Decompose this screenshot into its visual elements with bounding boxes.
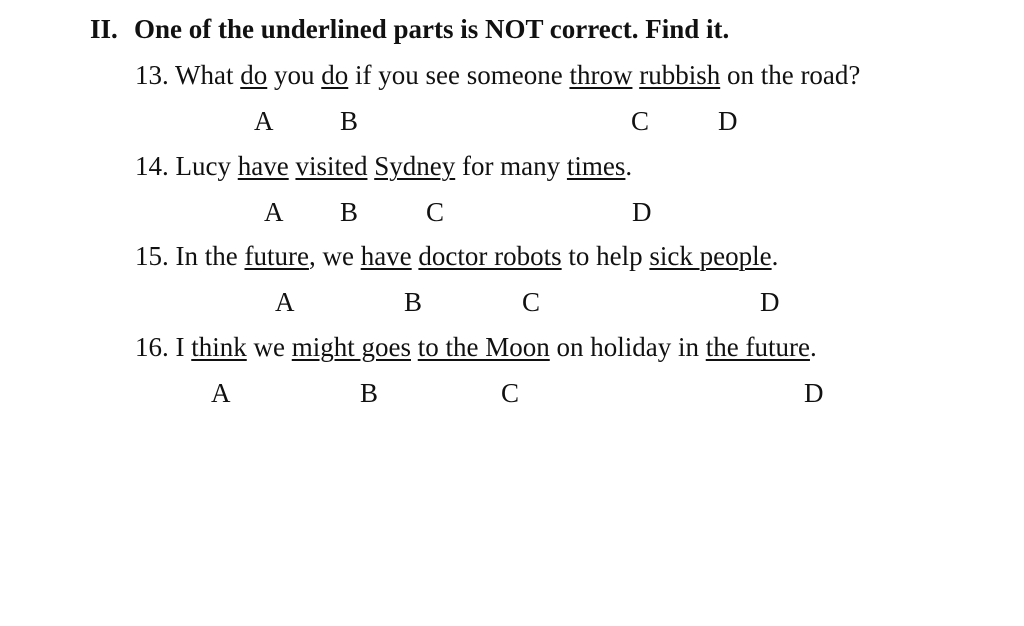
option-label-c[interactable]: C (522, 287, 541, 317)
question-text (411, 332, 418, 362)
underlined-part-b: do (321, 60, 349, 90)
question-16 (135, 332, 817, 363)
underlined-part-b: visited (295, 151, 368, 181)
underlined-part-d: the future (705, 332, 810, 362)
underlined-part-a: have (237, 151, 289, 181)
option-label-a[interactable]: A (211, 378, 231, 408)
question-number: 16. (135, 332, 169, 362)
question-text: to help (561, 241, 650, 271)
question-number: 14. (135, 151, 169, 181)
option-label-a[interactable]: A (264, 197, 284, 227)
question-text: , we (308, 241, 361, 271)
question-text: . (809, 332, 817, 362)
section-instruction: One of the underlined parts is NOT correct. Find it. (134, 14, 730, 44)
question-text: . (771, 241, 779, 271)
section-numeral: II. (90, 14, 118, 44)
underlined-part-b: might goes (291, 332, 411, 362)
question-14 (135, 151, 632, 182)
underlined-part-c: doctor robots (418, 241, 562, 271)
option-label-b[interactable]: B (404, 287, 423, 317)
underlined-part-d: sick people (649, 241, 772, 271)
option-label-b[interactable]: B (340, 197, 359, 227)
section-heading (90, 14, 729, 45)
underlined-part-a: do (240, 60, 268, 90)
option-label-a[interactable]: A (275, 287, 295, 317)
question-text: you (267, 60, 322, 90)
option-label-a[interactable]: A (254, 106, 274, 136)
question-text: on holiday in (549, 332, 706, 362)
question-number: 13. (135, 60, 169, 90)
option-label-b[interactable]: B (360, 378, 379, 408)
question-text: Lucy (175, 151, 238, 181)
option-label-c[interactable]: C (501, 378, 520, 408)
question-text: for many (455, 151, 567, 181)
underlined-part-a: future (244, 241, 309, 271)
option-label-c[interactable]: C (631, 106, 650, 136)
underlined-part-c: to the Moon (417, 332, 550, 362)
underlined-part-a: think (191, 332, 247, 362)
question-text: In the (175, 241, 245, 271)
question-text: we (246, 332, 292, 362)
question-text: . (625, 151, 633, 181)
option-label-d[interactable]: D (632, 197, 652, 227)
option-label-d[interactable]: D (804, 378, 824, 408)
question-15 (135, 241, 778, 272)
option-label-d[interactable]: D (718, 106, 738, 136)
underlined-part-d: times (566, 151, 626, 181)
question-13 (135, 60, 860, 91)
option-label-c[interactable]: C (426, 197, 445, 227)
question-text: if you see someone (348, 60, 570, 90)
question-text: I (175, 332, 192, 362)
underlined-part-c: throw (569, 60, 633, 90)
option-label-b[interactable]: B (340, 106, 359, 136)
underlined-part-c: Sydney (374, 151, 456, 181)
question-text: on the road? (720, 60, 861, 90)
option-label-d[interactable]: D (760, 287, 780, 317)
question-text: What (175, 60, 241, 90)
question-number: 15. (135, 241, 169, 271)
underlined-part-b: have (360, 241, 412, 271)
underlined-part-d: rubbish (639, 60, 721, 90)
